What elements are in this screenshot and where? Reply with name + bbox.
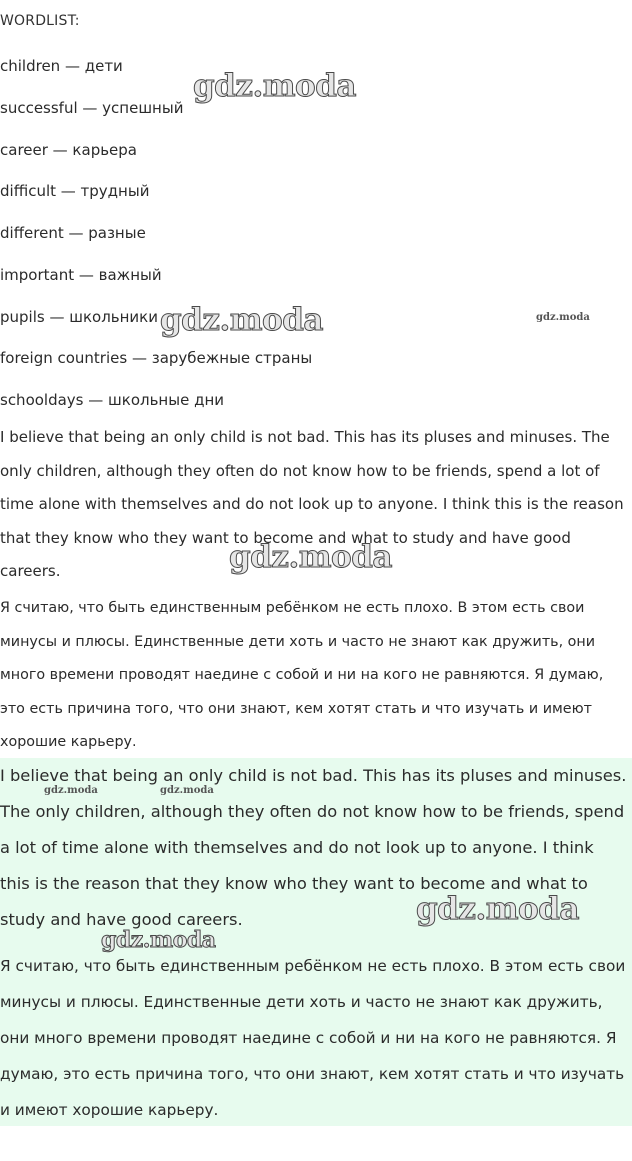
watermark-logo: gdz.moda [416,891,579,927]
wordlist-item: foreign countries — зарубежные страны [0,349,313,367]
wordlist-item: pupils — школьники [0,308,158,326]
watermark-logo: gdz.moda [229,539,392,575]
wordlist-item: successful — успешный [0,99,184,117]
russian-paragraph: Я считаю, что быть единственным ребёнком не есть плохо. В этом есть свои минусы и плюсы. Единственные дети хоть и часто не знают как дружить, они много времени проводят наедине с собой и ни на кого не равняются. Я думаю, это есть причина того, что они знают, кем хотят стать и что изучать и имеют хорошие карьеру. [0,600,604,750]
watermark-logo: gdz.moda [193,68,356,104]
highlighted-english-paragraph: I believe that being an only child is not bad. This has its pluses and minuses. The only children, although they often do not know how to be friends, spend a lot of time alone with themselves and do not look up to anyone. I think this is the reason that they know who they want to become and what to study and have good careers. [0,766,627,929]
wordlist-item: important — важный [0,266,162,284]
watermark-logo: gdz.moda [160,785,214,796]
wordlist-item: children — дети [0,57,123,75]
highlighted-russian-paragraph: Я считаю, что быть единственным ребёнком не есть плохо. В этом есть свои минусы и плюсы. Единственные дети хоть и часто не знают как дружить, они много времени проводят наедине с собой и ни на кого не равняются. Я думаю, это есть причина того, что они знают, кем хотят стать и что изучать и имеют хорошие карьеру. [0,957,626,1119]
watermark-logo: gdz.moda [44,785,98,796]
wordlist-item: career — карьера [0,141,137,159]
wordlist-item: schooldays — школьные дни [0,391,224,409]
watermark-logo: gdz.moda [101,927,216,953]
wordlist-item: different — разные [0,224,146,242]
english-paragraph: I believe that being an only child is not bad. This has its pluses and minuses. The only children, although they often do not know how to be friends, spend a lot of time alone with themselves and do not look up to anyone. I think this is the reason that they know who they want to become and what to study and have good careers. [0,428,624,580]
watermark-logo: gdz.moda [536,312,590,323]
watermark-logo: gdz.moda [160,302,323,338]
wordlist-heading: WORDLIST: [0,13,80,29]
wordlist-item: difficult — трудный [0,182,150,200]
